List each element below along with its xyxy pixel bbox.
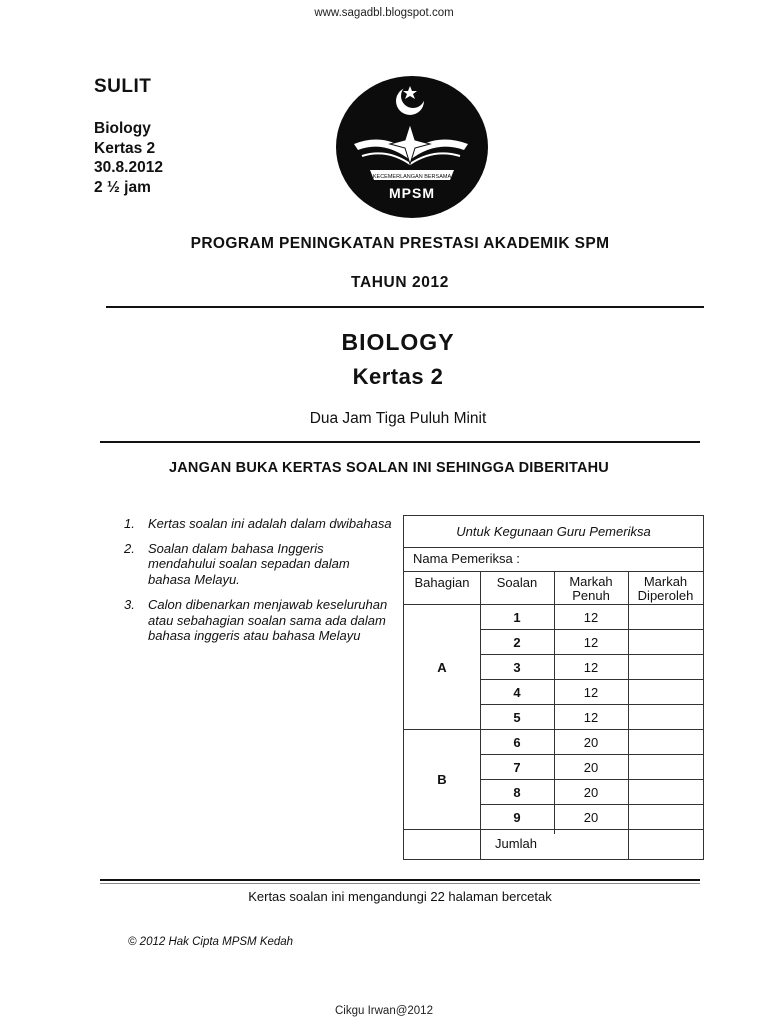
examiner-name-label: Nama Pemeriksa :: [413, 551, 520, 566]
instruction-item: [124, 541, 394, 588]
full-mark: 12: [583, 660, 599, 675]
header-markah-penuh: [554, 575, 628, 603]
paper-meta: [94, 119, 163, 197]
instruction-number: 2.: [124, 540, 135, 556]
header-line: Penuh: [572, 588, 610, 603]
header-soalan: [480, 575, 554, 590]
instruction-text: Calon dibenarkan menjawab keseluruhan atau sebahagian soalan sama ada dalam bahasa inggeris atau bahasa Melayu: [148, 596, 388, 644]
section-label: A: [437, 660, 447, 675]
instruction-number: 3.: [124, 596, 135, 612]
section-line: [404, 729, 703, 730]
header-bahagian: [404, 575, 480, 590]
instruction-item: [124, 597, 394, 644]
duration-long: Dua Jam Tiga Puluh Minit: [309, 410, 487, 427]
divider-bottom-thin: [100, 883, 700, 884]
full-mark: 20: [583, 785, 599, 800]
header-bahagian-line: Bahagian: [414, 575, 470, 590]
full-mark: 12: [583, 610, 599, 625]
question-number: 4: [513, 685, 521, 700]
full-mark: 12: [583, 710, 599, 725]
watermark-url: www.sagadbl.blogspot.com: [314, 7, 454, 19]
row-line: [480, 704, 703, 705]
paper-title: Kertas 2: [352, 364, 444, 389]
question-number: 6: [513, 735, 521, 750]
divider-bottom: [100, 879, 700, 881]
instruction-item: [124, 516, 394, 532]
row-line: [480, 679, 703, 680]
classification-label: SULIT: [94, 76, 152, 97]
question-number: 7: [513, 760, 521, 775]
exam-date: 30.8.2012: [94, 159, 163, 176]
program-title: PROGRAM PENINGKATAN PRESTASI AKADEMIK SPM: [190, 235, 610, 252]
full-mark: 12: [583, 635, 599, 650]
duration-short: 2 ½ jam: [94, 178, 151, 196]
header-soalan-line: Soalan: [496, 575, 538, 590]
question-number: 8: [513, 785, 521, 800]
svg-text:KECEMERLANGAN BERSAMA: KECEMERLANGAN BERSAMA: [372, 174, 452, 180]
instruction-text: Kertas soalan ini adalah dalam dwibahasa: [148, 516, 392, 531]
page-count-note: Kertas soalan ini mengandungi 22 halaman bercetak: [248, 889, 552, 904]
full-mark: 12: [583, 685, 599, 700]
watermark-author: Cikgu Irwan@2012: [335, 1005, 433, 1017]
question-number: 3: [513, 660, 521, 675]
question-number: 2: [513, 635, 521, 650]
table-title: Untuk Kegunaan Guru Pemeriksa: [456, 524, 651, 539]
subject-title: BIOLOGY: [341, 329, 455, 355]
full-mark: 20: [583, 735, 599, 750]
total-label: Jumlah: [495, 836, 537, 851]
divider-mid: [100, 441, 700, 443]
year-title: TAHUN 2012: [351, 274, 449, 291]
row-line: [480, 629, 703, 630]
table-vline: [628, 571, 629, 860]
header-markah-diperoleh: [628, 575, 703, 603]
instruction-number: 1.: [124, 516, 135, 531]
instructions-list: [124, 516, 394, 653]
full-mark: 20: [583, 760, 599, 775]
section-label: B: [437, 772, 447, 787]
section-line: [404, 829, 703, 830]
paper-label: Kertas 2: [94, 139, 156, 157]
full-mark: 20: [583, 810, 599, 825]
row-line: [480, 654, 703, 655]
row-line: [480, 754, 703, 755]
copyright-notice: © 2012 Hak Cipta MPSM Kedah: [128, 936, 294, 948]
instruction-text: Soalan dalam bahasa Inggeris mendahului soalan sepadan dalam bahasa Melayu.: [148, 540, 350, 588]
warning-notice: JANGAN BUKA KERTAS SOALAN INI SEHINGGA DIBERITAHU: [169, 460, 609, 476]
table-divider: [404, 547, 703, 548]
row-line: [480, 779, 703, 780]
header-line: Markah: [643, 574, 688, 589]
question-number: 1: [513, 610, 521, 625]
header-line: Diperoleh: [637, 588, 694, 603]
examiner-table: [403, 515, 704, 860]
question-number: 9: [513, 810, 521, 825]
svg-text:MPSM: MPSM: [389, 185, 435, 201]
row-line: [480, 804, 703, 805]
subject-label: Biology: [94, 120, 151, 137]
mpsm-logo: [334, 74, 490, 220]
question-number: 5: [513, 710, 521, 725]
divider-top: [106, 306, 704, 308]
header-line: Markah: [569, 574, 613, 589]
